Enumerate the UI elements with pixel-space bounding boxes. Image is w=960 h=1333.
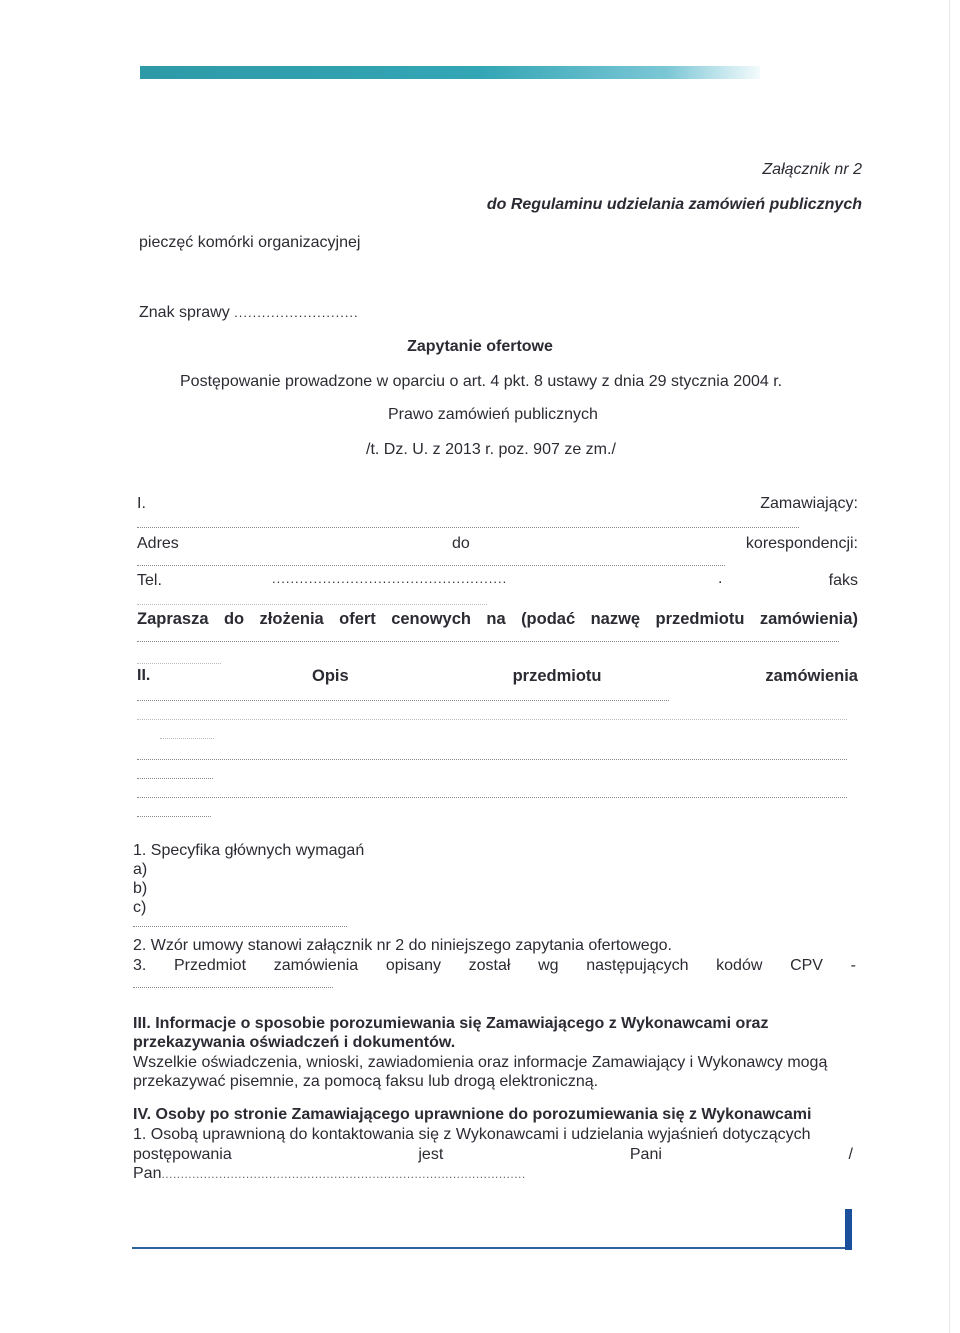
cpv-word: kodów: [716, 957, 763, 974]
invitation-word: na: [486, 610, 506, 628]
requirements-title: 1. Specyfika głównych wymagań: [133, 842, 365, 859]
cpv-word: opisany: [385, 957, 441, 974]
regulation-label: do Regulaminu udzielania zamówień publicznych: [486, 196, 862, 213]
description-line-1: [137, 700, 669, 701]
contact-word: Pani: [629, 1146, 662, 1163]
description-line-6: [137, 797, 847, 798]
description-line-4: [137, 759, 847, 760]
footer-mark: [845, 1209, 852, 1250]
phone-dot: .: [718, 570, 723, 587]
section-2-title: [312, 667, 858, 685]
cpv-word: -: [850, 957, 856, 974]
requirements-fill-line: [133, 926, 347, 927]
requirement-b: b): [133, 880, 148, 897]
section-2-title-word: Opis: [312, 667, 349, 685]
address-word: Adres: [137, 535, 179, 552]
section-1-label: Zamawiający:: [760, 495, 858, 512]
contact-word: postępowania: [133, 1146, 232, 1163]
section-4-heading: IV. Osoby po stronie Zamawiającego uprawnione do porozumiewania się z Wykonawcami: [133, 1106, 812, 1123]
case-number-text: Znak sprawy: [139, 304, 235, 321]
subject-fill-line: [137, 641, 839, 642]
requirement-c: c): [133, 899, 147, 916]
invitation-word: złożenia: [259, 610, 324, 628]
cpv-fill-line: [133, 987, 333, 988]
description-line-3: [160, 738, 214, 739]
pan-dots: ...............................................................................................: [161, 1167, 526, 1181]
section-2-title-word: przedmiotu: [512, 667, 602, 685]
contact-word: /: [848, 1146, 853, 1163]
invitation-word: ofert: [339, 610, 376, 628]
document-title: Zapytanie ofertowe: [407, 338, 553, 355]
section-4-line-1: 1. Osobą uprawnioną do kontaktowania się z Wykonawcami i udzielania wyjaśnień dotyczących: [133, 1126, 811, 1143]
invitation-word: przedmiotu: [655, 610, 745, 628]
legal-act-name: Prawo zamówień publicznych: [388, 406, 598, 423]
cpv-codes-line: [133, 957, 856, 975]
invitation-word: do: [223, 610, 245, 628]
stamp-label: pieczęć komórki organizacyjnej: [139, 234, 361, 251]
page-edge: [949, 0, 950, 1333]
section-1-number: I.: [137, 495, 146, 512]
footer-rule: [132, 1247, 848, 1249]
cpv-word: CPV: [790, 957, 823, 974]
pan-label: Pan: [133, 1165, 162, 1182]
phone-dots: ...................................................: [272, 571, 508, 586]
section-3-body: Wszelkie oświadczenia, wnioski, zawiadomienia oraz informacje Zamawiający i Wykonawcy mogą przekazywać pisemnie, za pomocą faksu lub drogą elektroniczną.: [133, 1054, 828, 1090]
invitation-word: cenowych: [391, 610, 471, 628]
cpv-word: wg: [538, 957, 559, 974]
invitation-word: (podać: [521, 610, 576, 628]
case-number-dots: ...........................: [234, 305, 359, 320]
cpv-word: następujących: [586, 957, 689, 974]
header-color-bar: [140, 66, 760, 79]
description-line-7: [137, 816, 211, 817]
cpv-word: zamówienia: [273, 957, 359, 974]
journal-reference: /t. Dz. U. z 2013 r. poz. 907 ze zm./: [366, 441, 616, 458]
subject-fill-line-2: [137, 663, 221, 664]
address-to-word: do: [452, 535, 470, 552]
invitation-line: [137, 610, 858, 628]
requirement-a: a): [133, 861, 148, 878]
address-fill-line: [137, 565, 725, 566]
fax-label: faks: [828, 572, 858, 589]
correspondence-word: korespondencji:: [745, 535, 858, 552]
invitation-word: zamówienia): [759, 610, 858, 628]
invitation-word: nazwę: [590, 610, 641, 628]
case-number-label: [139, 304, 359, 322]
legal-basis-line: Postępowanie prowadzone w oparciu o art. 4 pkt. 8 ustawy z dnia 29 stycznia 2004 r.: [180, 373, 783, 390]
phone-label: Tel.: [137, 572, 162, 589]
section-2-number: II.: [137, 667, 151, 684]
contracting-party-fill-line: [137, 527, 799, 528]
contact-word: jest: [418, 1146, 444, 1163]
fax-fill-line: [137, 604, 487, 605]
contract-template-note: 2. Wzór umowy stanowi załącznik nr 2 do niniejszego zapytania ofertowego.: [133, 937, 672, 954]
section-3-heading: III. Informacje o sposobie porozumiewania się Zamawiającego z Wykonawcami oraz przekazywania oświadczeń i dokumentów.: [133, 1015, 769, 1051]
description-line-5: [137, 778, 213, 779]
cpv-word: 3.: [133, 957, 147, 974]
section-4-line-3: [133, 1165, 526, 1183]
cpv-word: Przedmiot: [174, 957, 247, 974]
description-line-2: [137, 719, 847, 720]
invitation-word: Zaprasza: [137, 610, 209, 628]
cpv-word: został: [468, 957, 511, 974]
section-2-title-word: zamówienia: [765, 667, 858, 685]
attachment-label: Załącznik nr 2: [762, 161, 862, 178]
section-4-line-2: [133, 1146, 853, 1164]
